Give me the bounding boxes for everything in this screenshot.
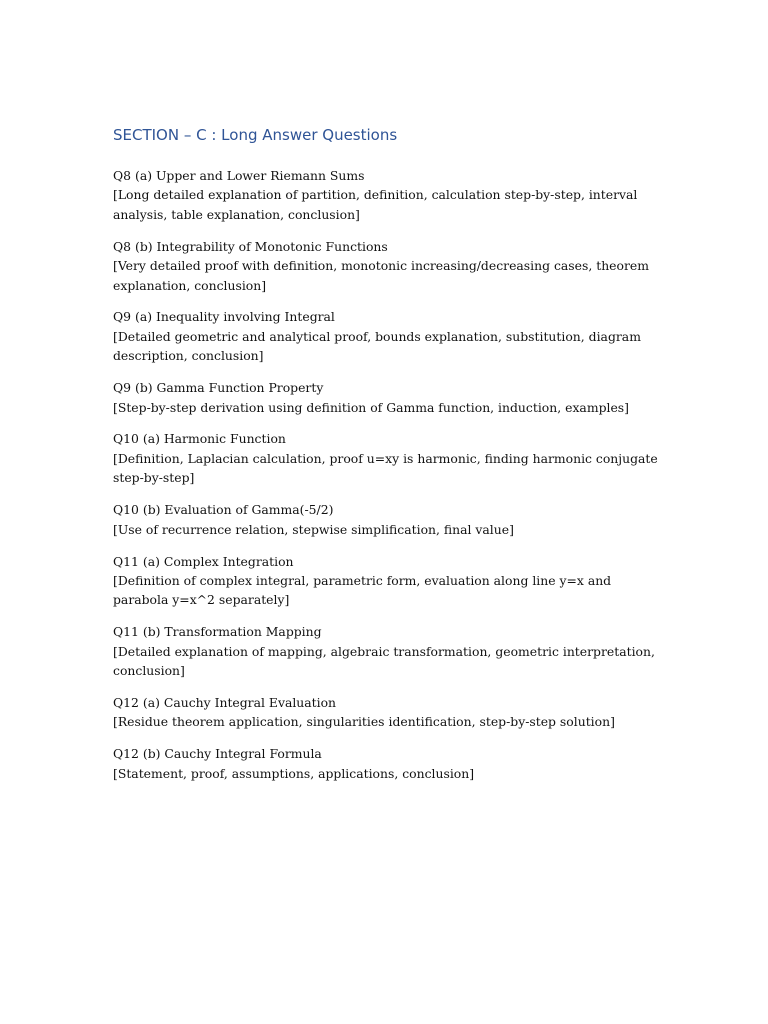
question-description: [Detailed geometric and analytical proof, bounds explanation, substitution, diagram description, conclusion] [113, 328, 641, 364]
question-item [113, 622, 658, 680]
question-description: [Residue theorem application, singularities identification, step-by-step solution] [113, 714, 615, 730]
question-title: Q10 (b) Evaluation of Gamma(-5/2) [113, 502, 334, 518]
question-description: [Use of recurrence relation, stepwise simplification, final value] [113, 521, 514, 537]
question-item [113, 429, 658, 487]
question-title: Q10 (a) Harmonic Function [113, 431, 286, 447]
section-heading: SECTION – C : Long Answer Questions [113, 126, 398, 144]
question-title: Q9 (b) Gamma Function Property [113, 380, 324, 396]
question-item [113, 237, 658, 295]
question-item [113, 552, 658, 610]
question-title: Q8 (b) Integrability of Monotonic Functions [113, 238, 388, 254]
question-title: Q12 (b) Cauchy Integral Formula [113, 746, 322, 762]
question-title: Q11 (b) Transformation Mapping [113, 624, 322, 640]
question-description: [Step-by-step derivation using definition of Gamma function, induction, examples] [113, 399, 629, 415]
question-item [113, 166, 658, 224]
question-description: [Statement, proof, assumptions, applications, conclusion] [113, 765, 475, 781]
question-item [113, 744, 658, 783]
question-title: Q11 (a) Complex Integration [113, 553, 294, 569]
question-description: [Detailed explanation of mapping, algebraic transformation, geometric interpretation, conclusion] [113, 643, 655, 679]
question-title: Q12 (a) Cauchy Integral Evaluation [113, 694, 337, 710]
question-description: [Definition, Laplacian calculation, proof u=xy is harmonic, finding harmonic conjugate step-by-step] [113, 450, 658, 486]
question-description: [Definition of complex integral, parametric form, evaluation along line y=x and parabola y=x^2 separately] [113, 572, 612, 608]
question-title: Q8 (a) Upper and Lower Riemann Sums [113, 168, 365, 183]
question-title: Q9 (a) Inequality involving Integral [113, 309, 335, 325]
question-description: [Very detailed proof with definition, monotonic increasing/decreasing cases, theorem explanation, conclusion] [113, 258, 649, 293]
question-item [113, 307, 658, 365]
question-item [113, 500, 658, 539]
document-content [113, 124, 658, 796]
question-item [113, 693, 658, 732]
question-item [113, 378, 658, 417]
question-description: [Long detailed explanation of partition, definition, calculation step-by-step, interval analysis, table explanation, conclusion] [113, 187, 638, 222]
